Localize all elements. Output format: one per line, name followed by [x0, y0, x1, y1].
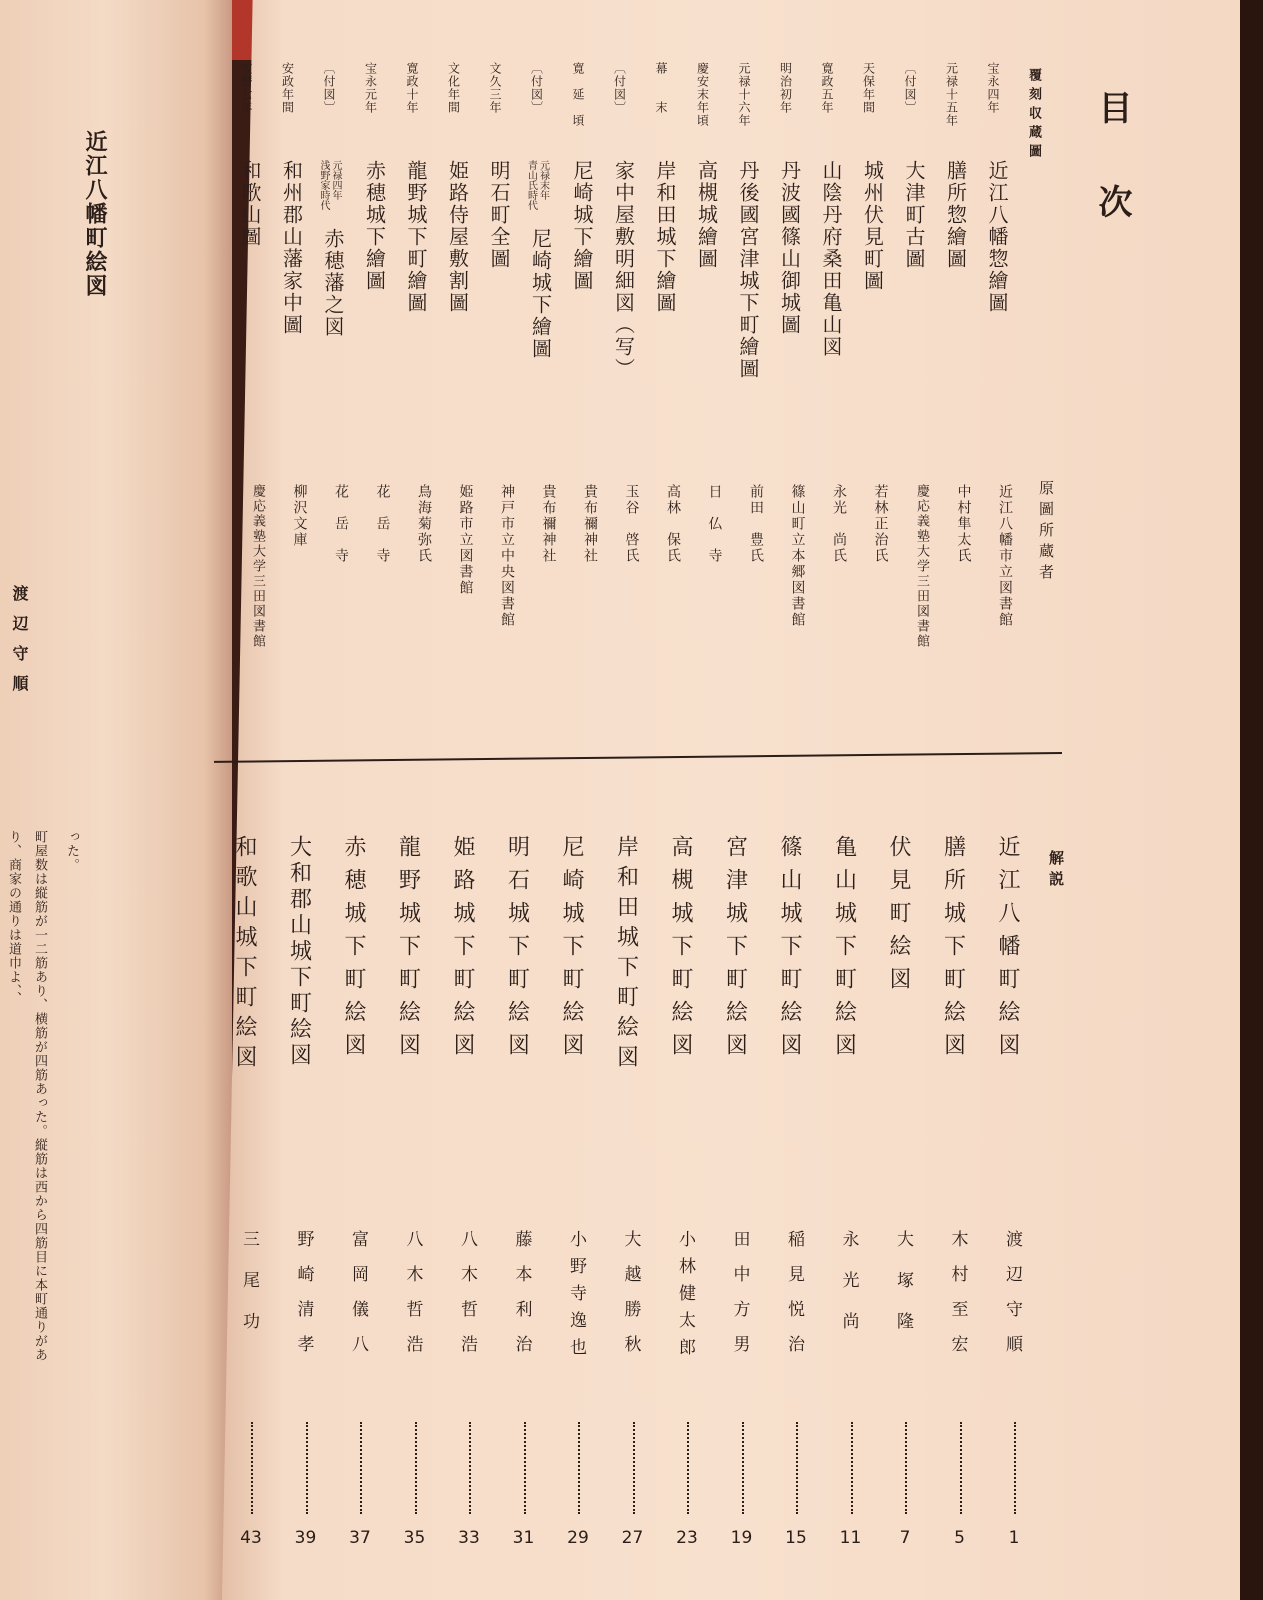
commentary-title[interactable]: 膳所城下町絵図 — [940, 835, 966, 1066]
toc-entry-era: 宝暦七年 — [239, 62, 253, 114]
leader-dots — [905, 1422, 909, 1514]
toc-entry-holder: 永光 尚氏 — [831, 484, 847, 564]
toc-entry-era: 文化年間 — [446, 62, 461, 114]
commentary-author: 大塚隆 — [893, 1230, 913, 1353]
leader-dots — [633, 1422, 637, 1514]
toc-entry-era: 元禄十五年 — [944, 62, 959, 127]
commentary-title[interactable]: 龍野城下町絵図 — [395, 835, 421, 1066]
commentary-title[interactable]: 高槻城下町絵図 — [668, 835, 693, 1066]
toc-entry-title[interactable]: 和歌山圖 — [238, 160, 262, 248]
toc-entry-title[interactable]: 尼崎城下繪圖 — [570, 160, 594, 292]
toc-entry-era: 幕 末 — [654, 62, 668, 114]
page-number[interactable]: 29 — [567, 1528, 589, 1548]
left-page — [0, 0, 232, 1600]
toc-entry-title[interactable]: 大津町古圖 — [902, 160, 926, 270]
toc-entry-title[interactable]: 城州伏見町圖 — [860, 160, 885, 292]
page-number[interactable]: 1 — [1008, 1528, 1020, 1548]
commentary-title[interactable]: 亀山城下町絵図 — [831, 835, 857, 1066]
commentary-author: 木村至宏 — [947, 1230, 968, 1370]
toc-entry-note: 元禄末年 青山氏時代 — [525, 160, 549, 210]
body-text-line: った。 — [64, 830, 79, 872]
page-number[interactable]: 5 — [954, 1528, 965, 1548]
toc-entry-era: 安政年間 — [280, 62, 295, 114]
commentary-author: 小林健太郎 — [675, 1230, 695, 1365]
page-number[interactable]: 11 — [839, 1528, 862, 1548]
commentary-author: 稲見悦治 — [784, 1230, 804, 1370]
commentary-author: 小野寺逸也 — [566, 1230, 586, 1365]
leader-dots — [415, 1422, 419, 1514]
toc-entry-era: 慶安末年頃 — [695, 62, 710, 127]
toc-entry-era: 明治初年 — [778, 62, 793, 114]
page-number[interactable]: 19 — [730, 1528, 753, 1548]
page-number[interactable]: 43 — [240, 1528, 262, 1548]
toc-entry-era: 〔付図〕 — [612, 62, 627, 114]
toc-entry-holder: 近江八幡市立図書館 — [997, 484, 1013, 628]
commentary-author: 八木哲浩 — [402, 1230, 423, 1370]
toc-entry-title[interactable]: 丹波國篠山御城圖 — [777, 160, 802, 336]
page-number[interactable]: 23 — [676, 1528, 698, 1548]
commentary-title[interactable]: 明石城下町絵図 — [504, 835, 530, 1066]
toc-entry-title[interactable]: 家中屋敷明細図（写） — [611, 160, 636, 380]
commentary-title[interactable]: 岸和田城下町絵図 — [613, 835, 639, 1075]
holder-header: 原圖所蔵者 — [1037, 480, 1055, 585]
toc-entry-holder: 篠山町立本郷図書館 — [789, 484, 806, 628]
toc-entry-era: 天保年間 — [861, 62, 876, 114]
toc-entry-title[interactable]: 尼崎城下繪圖 — [528, 228, 553, 360]
toc-entry-holder: 慶応義塾大学三田図書館 — [914, 484, 929, 649]
toc-entry-title[interactable]: 和州郡山藩家中圖 — [279, 160, 304, 336]
commentary-title[interactable]: 大和郡山城下町絵図 — [286, 835, 312, 1069]
toc-entry-era: 〔付図〕 — [322, 62, 336, 114]
toc-entry-holder: 花 岳 寺 — [333, 484, 349, 564]
toc-entry-holder: 玉谷 啓氏 — [623, 484, 640, 564]
page-number[interactable]: 37 — [349, 1528, 371, 1548]
toc-entry-holder: 神戸市立中央図書館 — [499, 484, 515, 628]
toc-entry-holder: 中村隼太氏 — [955, 484, 972, 564]
commentary-author: 藤本利治 — [511, 1230, 532, 1370]
toc-entry-title[interactable]: 姫路侍屋敷割圖 — [445, 160, 470, 314]
toc-entry-title[interactable]: 山陰丹府桑田亀山図 — [819, 160, 843, 358]
commentary-title[interactable]: 尼崎城下町絵図 — [559, 835, 584, 1066]
toc-entry-note: 元禄四年 浅野家時代 — [318, 160, 341, 210]
page-number[interactable]: 31 — [512, 1528, 535, 1548]
commentary-author: 田中方男 — [729, 1230, 750, 1370]
page-number[interactable]: 15 — [785, 1528, 807, 1548]
commentary-author: 永光尚 — [838, 1230, 859, 1353]
toc-entry-holder: 前田 豊氏 — [748, 484, 764, 564]
commentary-author: 野崎清孝 — [293, 1230, 314, 1370]
toc-entry-title[interactable]: 高槻城繪圖 — [694, 160, 719, 270]
reprint-header: 覆刻収蔵圖 — [1026, 68, 1041, 163]
toc-entry-title[interactable]: 近江八幡惣繪圖 — [985, 160, 1009, 314]
commentary-author: 八木哲浩 — [457, 1230, 477, 1370]
leader-dots — [578, 1422, 582, 1514]
page-number[interactable]: 7 — [899, 1528, 911, 1548]
commentary-author: 大越勝秋 — [620, 1230, 641, 1370]
toc-entry-title[interactable]: 龍野城下町繪圖 — [404, 160, 428, 314]
toc-entry-era: 宝永四年 — [986, 62, 1000, 114]
toc-entry-title[interactable]: 膳所惣繪圖 — [943, 160, 968, 270]
commentary-title[interactable]: 和歌山城下町絵図 — [232, 835, 257, 1075]
leader-dots — [360, 1422, 364, 1514]
page-number[interactable]: 35 — [403, 1528, 426, 1548]
toc-entry-title[interactable]: 赤穂藩之図 — [321, 228, 345, 338]
commentary-header: 解説 — [1047, 850, 1065, 892]
toc-entry-holder: 花 岳 寺 — [374, 484, 391, 564]
toc-entry-title[interactable]: 岸和田城下繪圖 — [653, 160, 677, 314]
leader-dots — [1014, 1422, 1018, 1514]
toc-entry-holder: 柳沢文庫 — [291, 484, 308, 548]
toc-entry-era: 〔付図〕 — [529, 62, 544, 114]
toc-entry-holder: 日 仏 寺 — [706, 484, 723, 564]
toc-entry-era: 元禄十六年 — [737, 62, 751, 127]
toc-entry-title[interactable]: 明石町全圖 — [487, 160, 511, 270]
toc-entry-holder: 貴布禰神社 — [582, 484, 598, 564]
commentary-title[interactable]: 宮津城下町絵図 — [722, 835, 748, 1066]
commentary-author: 三尾功 — [239, 1230, 259, 1353]
toc-entry-holder: 高林 保氏 — [665, 484, 681, 564]
toc-entry-era: 寛政五年 — [820, 62, 834, 114]
commentary-author: 富岡儀八 — [348, 1230, 368, 1370]
page-number[interactable]: 39 — [294, 1528, 317, 1548]
section-title: 近江八幡町絵図 — [82, 130, 108, 298]
toc-entry-era: 寛政十年 — [405, 62, 419, 114]
leader-dots — [469, 1422, 473, 1514]
leader-dots — [851, 1422, 855, 1514]
toc-entry-holder: 姫路市立図書館 — [457, 484, 474, 596]
section-author: 渡辺守順 — [10, 585, 29, 705]
page-edge-shadow — [1240, 0, 1263, 1600]
commentary-author: 渡辺守順 — [1002, 1230, 1022, 1370]
toc-entry-holder: 若林正治氏 — [872, 484, 889, 564]
toc-entry-holder: 貴布禰神社 — [540, 484, 557, 564]
leader-dots — [742, 1422, 746, 1514]
commentary-title[interactable]: 伏見町絵図 — [886, 835, 911, 1000]
toc-entry-title[interactable]: 丹後國宮津城下町繪圖 — [736, 160, 760, 380]
leader-dots — [524, 1422, 528, 1514]
toc-entry-era: 文久三年 — [488, 62, 502, 114]
toc-entry-era: 宝永元年 — [363, 62, 378, 114]
commentary-title[interactable]: 近江八幡町絵図 — [995, 835, 1020, 1066]
toc-entry-era: 寛 延 頃 — [571, 62, 585, 127]
page-title: 目次 — [1092, 90, 1132, 278]
commentary-title[interactable]: 赤穂城下町絵図 — [341, 835, 366, 1066]
page-number[interactable]: 27 — [621, 1528, 644, 1548]
commentary-title[interactable]: 篠山城下町絵図 — [777, 835, 802, 1066]
page-number[interactable]: 33 — [458, 1528, 480, 1548]
toc-entry-title[interactable]: 赤穂城下繪圖 — [362, 160, 387, 292]
leader-dots — [960, 1422, 964, 1514]
toc-entry-era: 〔付図〕 — [903, 62, 917, 114]
leader-dots — [306, 1422, 310, 1514]
leader-dots — [687, 1422, 691, 1514]
leader-dots — [796, 1422, 800, 1514]
commentary-title[interactable]: 姫路城下町絵図 — [450, 835, 475, 1066]
toc-entry-holder: 鳥海菊弥氏 — [416, 484, 432, 564]
leader-dots — [251, 1422, 255, 1514]
body-text-line: 町屋数は縦筋が一二筋あり、横筋が四筋あった。縦筋は西から四筋目に本町通りがあ — [32, 830, 47, 1362]
body-text-line: り、商家の通りは道巾よ、、 — [6, 830, 21, 1006]
toc-entry-holder: 慶応義塾大学三田図書館 — [250, 484, 265, 649]
